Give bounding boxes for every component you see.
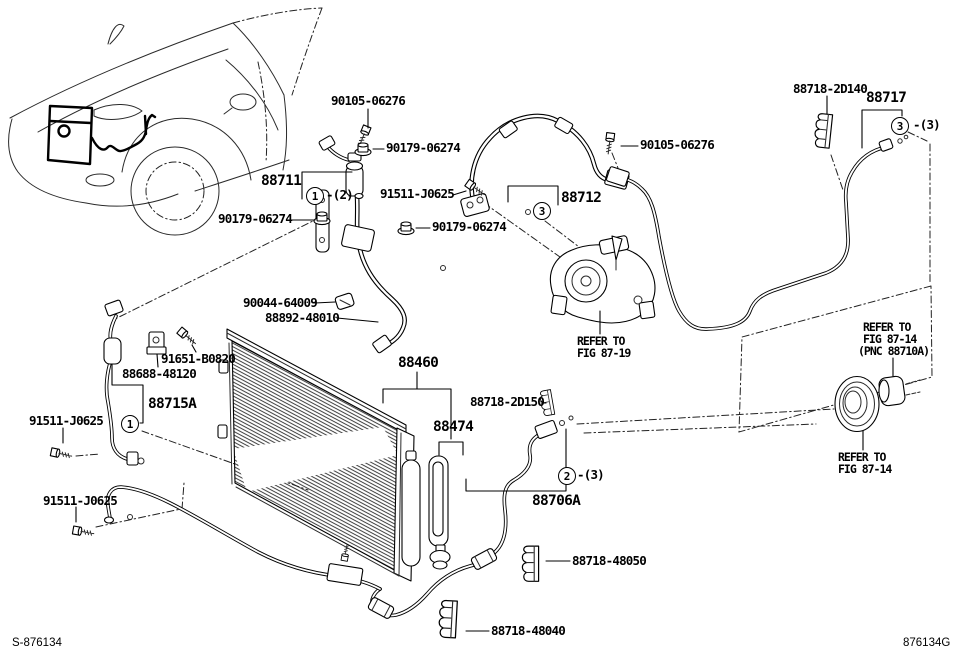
label-88706a: 88706A [532,493,581,509]
label-88718-2d140: 88718-2D140 [793,81,867,96]
label-s-876134: S-876134 [12,637,62,649]
compressor [550,235,655,323]
label-90179-06274: 90179-06274 [218,211,292,226]
label-88718-2d150: 88718-2D150 [470,394,544,409]
label-88460: 88460 [398,355,439,371]
label-88712: 88712 [561,190,602,206]
label-88688-48120: 88688-48120 [122,366,196,381]
clamp-48050 [522,546,538,581]
label-fig-87-19: FIG 87-19 [577,346,631,360]
label-refer-to: REFER TO [577,334,625,348]
label-90105-06276: 90105-06276 [640,137,714,152]
label-fig-87-14: FIG 87-14 [863,332,917,346]
label-88718-48040: 88718-48040 [491,623,565,638]
label-88718-48050: 88718-48050 [572,553,646,568]
label-refer-to: REFER TO [838,450,886,464]
label-88717: 88717 [866,90,907,106]
callout-circle-1: 1 [306,187,324,205]
label-90105-06276: 90105-06276 [331,93,405,108]
label-pnc-88710a: (PNC 88710A) [858,344,930,358]
label-91511-j0625: 91511-J0625 [43,493,117,508]
label-2: -(2) [326,187,353,202]
clamp-48040 [438,600,457,638]
label-91511-j0625: 91511-J0625 [29,413,103,428]
callout-circle-1: 1 [121,415,139,433]
callout-circle-2: 2 [558,467,576,485]
label-3: -(3) [577,467,604,482]
label-88715a: 88715A [148,396,197,412]
pulley-and-clutch [835,375,920,431]
clamp-2d140 [814,113,833,148]
label-90179-06274: 90179-06274 [432,219,506,234]
callout-circle-3: 3 [891,117,909,135]
highlighted-ac-parts [48,106,155,164]
vehicle-outline-sketch [9,8,322,235]
label-90044-64009: 90044-64009 [243,295,317,310]
label-88892-48010: 88892-48010 [265,310,339,325]
label-fig-87-14: FIG 87-14 [838,462,892,476]
label-91511-j0625: 91511-J0625 [380,186,454,201]
label-91651-b0820: 91651-B0820 [161,351,235,366]
label-88711: 88711 [261,173,302,189]
label-3: -(3) [913,117,940,132]
label-876134g: 876134G [903,637,951,649]
label-refer-to: REFER TO [863,320,911,334]
modulator-88474 [429,456,448,546]
drier-plug [430,545,450,569]
receiver-drier-tank [402,460,420,566]
label-90179-06274: 90179-06274 [386,140,460,155]
label-88474: 88474 [433,419,474,435]
callout-circle-3: 3 [533,202,551,220]
